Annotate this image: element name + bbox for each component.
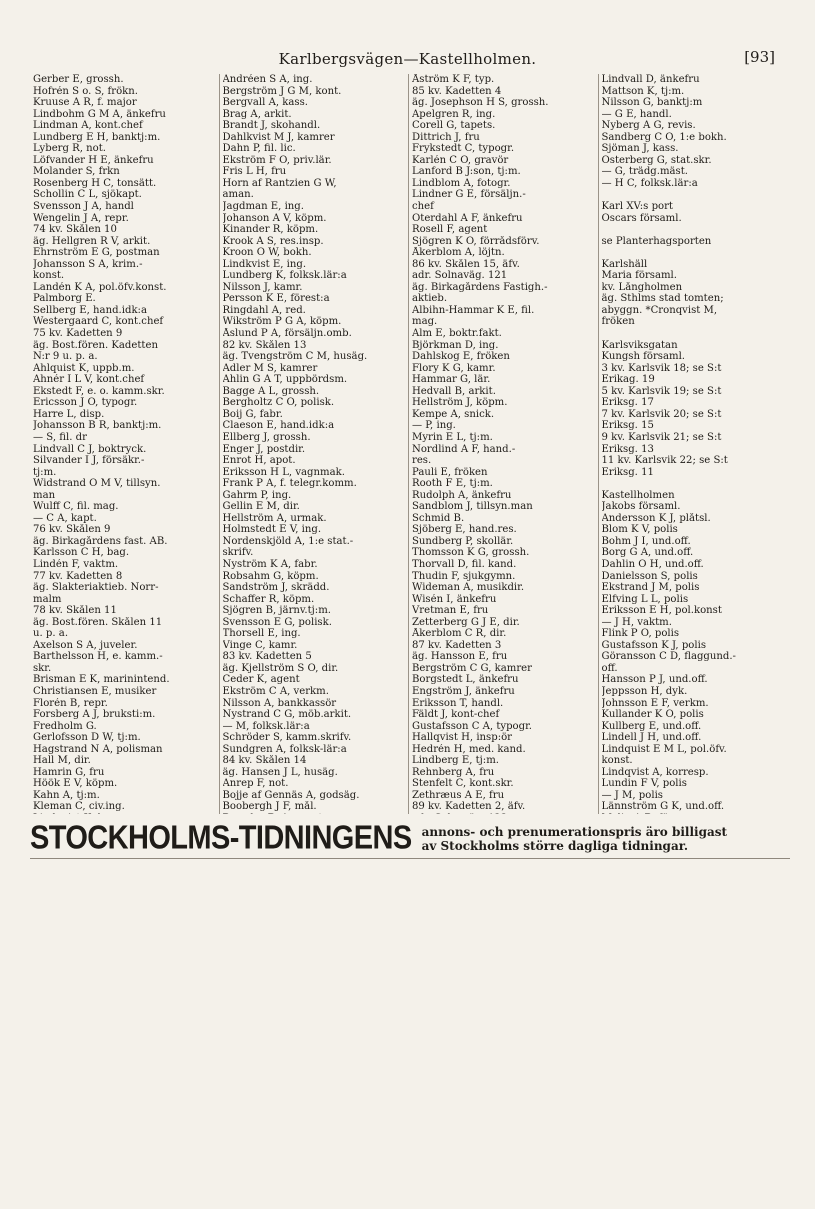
directory-entry: Harre L, disp. (33, 408, 105, 420)
directory-entry: Karlshäll (601, 258, 648, 270)
directory-entry: Mattson K, tj:m. (601, 85, 685, 97)
directory-entry: — P, ing. (412, 420, 456, 432)
directory-entry: skr. (33, 662, 52, 674)
directory-entry: Nordlind A F, hand.- (412, 443, 516, 455)
directory-entry: 7 kv. Karlsvik 20; se S:t (601, 408, 722, 420)
directory-entry: Bergvall A, kass. (222, 97, 308, 109)
directory-entry: Gellin E M, dir. (222, 501, 300, 513)
directory-entry: Åslund P A, försäljn.omb. (222, 328, 352, 340)
directory-entry: Vinge C, kamr. (222, 639, 298, 651)
directory-entry: adr. Solnaväg. 121 (412, 270, 508, 282)
directory-entry: Hagstrand N A, polisman (33, 743, 163, 755)
directory-entry: Lindman A, kont.chef (33, 120, 143, 132)
page-title: Karlbergsvägen—Kastellholmen. (278, 50, 537, 68)
directory-entry: Wideman A, musikdir. (412, 582, 525, 594)
directory-entry: Ahnér I L V, kont.chef (33, 374, 145, 386)
directory-entry: Thomsson K G, grossh. (412, 547, 530, 559)
directory-entry: Kroon O W, bokh. (222, 247, 312, 259)
directory-entry: Dahlkvist M J, kamrer (222, 131, 335, 143)
directory-entry: Hansson P J, und.off. (601, 674, 708, 686)
directory-entry: Ellberg J, grossh. (222, 431, 311, 443)
directory-entry (412, 813, 595, 814)
directory-entry: konst. (601, 755, 633, 767)
directory-entry: Lanford B J:son, tj:m. (412, 166, 521, 178)
directory-entry: Hedrén H, med. kand. (412, 743, 526, 755)
directory-entry: Pauli E, fröken (412, 466, 488, 478)
directory-entry: Lundberg E H, banktj:m. (33, 131, 161, 143)
directory-entry: Svensson E G, polisk. (222, 616, 332, 628)
directory-entry: äg. Birkagårdens fast. AB. (33, 535, 168, 547)
directory-entry: Kullander K O, polis (601, 709, 704, 721)
directory-entry: Eriksg. 17 (601, 397, 654, 409)
directory-entry: Brandt J, skohandl. (222, 120, 321, 132)
directory-entry: Kahn A, tj:m. (33, 789, 100, 801)
directory-entry: äg. Birkagårdens Fastigh.- (412, 281, 548, 293)
directory-entry: Borgstedt L, änkefru (412, 674, 519, 686)
directory-entry: tj:m. (33, 466, 57, 478)
directory-entry: Adler M S, kamrer (222, 362, 318, 374)
directory-entry: Lindvall D, änkefru (601, 74, 700, 85)
directory-entry: — C A, kapt. (33, 512, 97, 524)
directory-entry: — J H, vaktm. (601, 616, 672, 628)
directory-entry: Kinander R, köpm. (222, 224, 319, 236)
directory-entry: Zetterberg G J E, dir. (412, 616, 520, 628)
directory-entry: Rosell F, agent (412, 224, 488, 236)
directory-entry: Silvander I J, försäkr.- (33, 455, 145, 467)
directory-entry: Eriksson T, handl. (412, 697, 504, 709)
directory-entry: Gustafsson C A, typogr. (412, 720, 533, 732)
directory-entry: Rehnberg A, fru (412, 766, 495, 778)
directory-entry: Rudolph A, änkefru (412, 489, 512, 501)
directory-entry: Nyström K A, fabr. (222, 558, 318, 570)
directory-entry: Thorvall D, fil. kand. (412, 558, 517, 570)
directory-entry: Svensson J A, handl (33, 201, 134, 213)
directory-entry: Hammar G, lär. (412, 374, 491, 386)
directory-entry: Andersson K J, plåtsl. (601, 512, 711, 524)
directory-entry: Johansson B R, banktj:m. (33, 420, 162, 432)
directory-entry: Bergström J G M, kont. (222, 85, 342, 97)
directory-entry: Sjögren B, järnv.tj:m. (222, 605, 331, 617)
directory-entry: Dahn P, fil. lic. (222, 143, 296, 155)
directory-entry: Nilsson J, kamr. (222, 281, 303, 293)
directory-entry: Widstrand O M V, tillsyn. (33, 478, 161, 490)
directory-entry: Nystrand C G, möb.arkit. (222, 709, 352, 721)
directory-entry: Kempe A, snick. (412, 408, 495, 420)
directory-entry: Gustafsson K J, polis (601, 639, 706, 651)
directory-entry: Lundin F V, polis (601, 778, 687, 790)
directory-entry: Åström K F, typ. (412, 74, 495, 85)
directory-entry: äg. Bost.fören. Kadetten (33, 339, 158, 351)
directory-entry: Lyberg R, not. (33, 143, 107, 155)
directory-entry: Karl XV:s port (601, 201, 673, 213)
directory-entry: Flory K G, kamr. (412, 362, 496, 374)
directory-entry: 83 kv. Kadetten 5 (222, 651, 312, 663)
directory-entry: Jeppsson H, dyk. (601, 685, 688, 697)
directory-entry: — H C, folksk.lär:a (601, 177, 698, 189)
directory-entry: Schmid B. (412, 512, 465, 524)
directory-entry: Ekstedt F, e. o. kamm.skr. (33, 385, 165, 397)
directory-entry: Kastellholmen (601, 489, 675, 501)
directory-entry: Nordenskjöld A, 1:e stat.- (222, 535, 354, 547)
directory-entry: äg. Bost.fören. Skålen 11 (33, 616, 163, 628)
directory-entry: — G, trädg.mäst. (601, 166, 688, 178)
directory-entry: 87 kv. Kadetten 3 (412, 639, 502, 651)
directory-entry: 5 kv. Karlsvik 19; se S:t (601, 385, 722, 397)
directory-entry: Fris L H, fru (222, 166, 287, 178)
directory-entry: 74 kv. Skålen 10 (33, 224, 117, 236)
directory-entry: Lindell J H, und.off. (601, 732, 702, 744)
directory-entry: äg. Hansen J L, husäg. (222, 766, 338, 778)
directory-entry: Gerber E, grossh. (33, 74, 124, 85)
directory-entry: Sjöman J, kass. (601, 143, 679, 155)
directory-entry: Thudin F, sjukgymn. (412, 570, 516, 582)
column-3 (409, 74, 599, 814)
directory-entry: Landén K A, pol.öfv.konst. (33, 281, 167, 293)
directory-entry: 11 kv. Karlsvik 22; se S:t (601, 455, 728, 467)
slogan-line-1: annons- och prenumerationspris äro billigast (421, 824, 728, 839)
directory-entry: Lundberg K, folksk.lär:a (222, 270, 347, 282)
directory-entry: Karlén C O, gravör (412, 154, 509, 166)
directory-entry: aman. (222, 189, 254, 201)
directory-entry: Österberg G, stat.skr. (601, 154, 712, 166)
directory-entry: Hamrin G, fru (33, 766, 105, 778)
directory-entry: äg. Hansson E, fru (412, 651, 508, 663)
directory-entry: Schaffer R, köpm. (222, 593, 315, 605)
directory-entry: Ahlin G A T, uppbördsm. (222, 374, 348, 386)
directory-entry: Engström J, änkefru (412, 685, 515, 697)
directory-entry: Hellström J, köpm. (412, 397, 508, 409)
directory-entry: Lindquist E M L, pol.öfv. (601, 743, 727, 755)
directory-entry: Bergholtz C O, polisk. (222, 397, 335, 409)
directory-entry: Björkman D, ing. (412, 339, 499, 351)
directory-entry: Johnsson E F, verkm. (601, 697, 709, 709)
directory-entry: Dahlskog E, fröken (412, 351, 510, 363)
directory-entry: Hofrén S o. S, frökn. (33, 85, 138, 97)
directory-entry: Andréen S A, ing. (222, 74, 313, 85)
directory-entry: Bagge A L, grossh. (222, 385, 320, 397)
directory-entry: Frykstedt C, typogr. (412, 143, 515, 155)
directory-entry: 75 kv. Kadetten 9 (33, 328, 123, 340)
directory-entry: konst. (33, 270, 65, 282)
directory-entry: äg. Slakteriaktieb. Norr- (33, 582, 159, 594)
directory-entry: Barthelsson H, e. kamm.- (33, 651, 163, 663)
directory-entry: Wengelin J A, repr. (33, 212, 129, 224)
directory-entry: Nyberg A G, revis. (601, 120, 696, 132)
directory-entry: — M, folksk.lär:a (222, 720, 310, 732)
directory-entry (602, 813, 786, 814)
directory-entry: 76 kv. Skålen 9 (33, 524, 111, 536)
directory-entry: fröken (601, 316, 635, 328)
directory-entry: Sandblom J, tillsyn.man (412, 501, 533, 513)
directory-entry: Apelgren R, ing. (412, 108, 496, 120)
directory-entry (223, 813, 406, 814)
directory-entry: Sellberg E, hand.idk:a (33, 304, 147, 316)
directory-entry: Åkerblom A, löjtn. (412, 247, 505, 259)
directory-entry: äg. Kjellström S O, dir. (222, 662, 339, 674)
directory-entry: Forsberg A J, bruksti:m. (33, 709, 156, 721)
directory-entry (602, 478, 786, 490)
directory-entry: Gerlofsson D W, tj:m. (33, 732, 141, 744)
directory-entry: Sundgren A, folksk-lär:a (222, 743, 347, 755)
directory-entry: Kleman C, civ.ing. (33, 801, 125, 813)
directory-entry (602, 189, 786, 201)
directory-entry: Dittrich J, fru (412, 131, 480, 143)
bottom-rule (30, 858, 790, 859)
directory-entry: 3 kv. Karlsvik 18; se S:t (601, 362, 722, 374)
directory-entry: Frank P A, f. telegr.komm. (222, 478, 357, 490)
directory-entry: Sundberg P, skollär. (412, 535, 514, 547)
directory-entry: Ekstrand J M, polis (601, 582, 700, 594)
directory-entry: Anrep F, not. (222, 778, 289, 790)
directory-entry: Albihn-Hammar K E, fil. (412, 304, 535, 316)
directory-entry: Blom K V, polis (601, 524, 678, 536)
directory-entry: Göransson C D, flaggund.- (601, 651, 736, 663)
directory-entry: Åkerblom C R, dir. (412, 628, 507, 640)
directory-entry (33, 813, 216, 814)
directory-entry: abyggn. *Cronqvist M, (601, 304, 718, 316)
directory-entry: Oterdahl A F, änkefru (412, 212, 523, 224)
directory-entry: Fäldt J, kont-chef (412, 709, 500, 721)
directory-entry: man (33, 489, 56, 501)
directory-entry: Kullberg E, und.off. (601, 720, 702, 732)
directory-entry: Eriksg. 11 (601, 466, 654, 478)
directory-entry: Brisman E K, marinintend. (33, 674, 170, 686)
directory-entry: 82 kv. Skålen 13 (222, 339, 307, 351)
directory-entry: N:r 9 u. p. a. (33, 351, 98, 363)
column-2 (220, 74, 410, 814)
directory-entry: 78 kv. Skålen 11 (33, 605, 117, 617)
directory-entry: Jagdman E, ing. (222, 201, 304, 213)
directory-entry: Lindvall C J, boktryck. (33, 443, 147, 455)
directory-entry: kv. Långholmen (601, 281, 683, 293)
directory-entry: Boobergh J F, mål. (222, 801, 317, 813)
directory-entry: Hellström A, urmak. (222, 512, 327, 524)
directory-entry: Eriksg. 13 (601, 443, 654, 455)
directory-entry: Fredholm G. (33, 720, 97, 732)
directory-entry: Enrot H, apot. (222, 455, 296, 467)
directory-entry: äg. Sthlms stad tomten; (601, 293, 724, 305)
directory-entry: Sjöberg E, hand.res. (412, 524, 517, 536)
directory-entry: Molander S, frkn (33, 166, 120, 178)
directory-entry: malm (33, 593, 62, 605)
directory-entry: Krook A S, res.insp. (222, 235, 324, 247)
directory-entry: äg. Josephson H S, grossh. (412, 97, 549, 109)
directory-entry: 85 kv. Kadetten 4 (412, 85, 502, 97)
directory-entry: Nilsson G, banktj:m (601, 97, 703, 109)
directory-entry: Robsahm G, köpm. (222, 570, 319, 582)
directory-entry: Alm E, boktr.fakt. (412, 328, 502, 340)
directory-entry: Höök E V, köpm. (33, 778, 118, 790)
directory-entry: Florén B, repr. (33, 697, 108, 709)
directory-entry: Lännström G K, und.off. (601, 801, 725, 813)
directory-entry: Lindkvist E, ing. (222, 258, 307, 270)
directory-entry: mag. (412, 316, 438, 328)
directory-entry: Ceder K, agent (222, 674, 300, 686)
directory-entry: Rooth F E, tj:m. (412, 478, 493, 490)
directory-entry: aktieb. (412, 293, 448, 305)
directory-entry: — S, fil. dr (33, 431, 87, 443)
directory-entry: Eriksg. 15 (601, 420, 654, 432)
directory-entry: off. (601, 662, 618, 674)
directory-entry: Bergström C G, kamrer (412, 662, 532, 674)
directory-entry: Sjögren K O, förrådsförv. (412, 235, 540, 247)
directory-entry: Ekström F O, priv.lär. (222, 154, 332, 166)
directory-entry: Oscars församl. (601, 212, 682, 224)
directory-entry: Ericsson J O, typogr. (33, 397, 138, 409)
directory-entry: Myrin E L, tj:m. (412, 431, 493, 443)
directory-entry: Kruuse A R, f. major (33, 97, 137, 109)
directory-entry: Brag A, arkit. (222, 108, 292, 120)
directory-entry: skrifv. (222, 547, 254, 559)
directory-entry: Holmstedt E V, ing. (222, 524, 322, 536)
directory-entry: Boij G, fabr. (222, 408, 283, 420)
directory-entry: Thorsell E, ing. (222, 628, 301, 640)
directory-entry: Vretman E, fru (412, 605, 489, 617)
directory-entry: Zethræus A E, fru (412, 789, 505, 801)
directory-entry: chef (412, 201, 434, 213)
directory-columns (30, 74, 788, 814)
directory-entry: se Planterhagsporten (601, 235, 712, 247)
directory-entry: Wikström P G A, köpm. (222, 316, 342, 328)
directory-entry: Lindén F, vaktm. (33, 558, 119, 570)
directory-entry: Elfving L L, polis (601, 593, 689, 605)
directory-entry: Gahrm P, ing. (222, 489, 292, 501)
directory-entry: Axelson S A, juveler. (33, 639, 138, 651)
masthead-text: STOCKHOLMS-TIDNINGENS (30, 819, 412, 857)
directory-entry: 77 kv. Kadetten 8 (33, 570, 123, 582)
directory-entry: Sandberg C O, 1:e bokh. (601, 131, 727, 143)
directory-entry: Karlsviksgatan (601, 339, 678, 351)
slogan-line-2: av Stockholms större dagliga tidningar. (421, 838, 689, 853)
directory-entry: Flink P O, polis (601, 628, 680, 640)
directory-entry: Persson K E, förest:a (222, 293, 330, 305)
directory-entry: Rosenberg H C, tonsätt. (33, 177, 157, 189)
directory-entry: Maria församl. (601, 270, 677, 282)
directory-entry: Christiansen E, musiker (33, 685, 157, 697)
directory-entry: Ehrnström E G, postman (33, 247, 160, 259)
directory-entry: äg. Tvengström C M, husäg. (222, 351, 368, 363)
directory-entry: — G E, handl. (601, 108, 672, 120)
directory-entry: Hallqvist H, insp:ör (412, 732, 513, 744)
directory-entry: Ekström C A, verkm. (222, 685, 329, 697)
directory-entry: Lindbohm G M A, änkefru (33, 108, 166, 120)
directory-entry: Bohm J I, und.off. (601, 535, 691, 547)
directory-entry: Bojje af Gennäs A, godsäg. (222, 789, 360, 801)
directory-entry: Wulff C, fil. mag. (33, 501, 119, 513)
directory-entry: Eriksson E H, pol.konst (601, 605, 722, 617)
page-number: [93] (744, 48, 775, 66)
directory-entry: Johansson S A, krim.- (33, 258, 143, 270)
directory-entry (602, 224, 786, 236)
directory-entry: Hall M, dir. (33, 755, 91, 767)
directory-entry: Lindblom A, fotogr. (412, 177, 511, 189)
directory-entry: Schollin C L, sjökapt. (33, 189, 142, 201)
directory-entry: Ringdahl A, red. (222, 304, 306, 316)
directory-entry: Karlsson C H, bag. (33, 547, 130, 559)
column-4 (599, 74, 789, 814)
directory-entry: u. p. a. (33, 628, 69, 640)
directory-entry: Corell G, tapets. (412, 120, 496, 132)
directory-entry: Palmborg E. (33, 293, 96, 305)
directory-entry: 86 kv. Skålen 15, äfv. (412, 258, 520, 270)
advertisement-banner (30, 819, 790, 857)
directory-entry (602, 247, 786, 259)
directory-entry: Lindberg E, tj:m. (412, 755, 499, 767)
directory-entry: Danielsson S, polis (601, 570, 698, 582)
directory-entry: Wisén I, änkefru (412, 593, 497, 605)
directory-entry: Claeson E, hand.idk:a (222, 420, 335, 432)
directory-entry: Westergaard C, kont.chef (33, 316, 164, 328)
directory-entry: Schröder S, kamm.skrifv. (222, 732, 352, 744)
directory-entry: 84 kv. Skålen 14 (222, 755, 307, 767)
directory-entry: Kungsh församl. (601, 351, 686, 363)
directory-entry: 9 kv. Karlsvik 21; se S:t (601, 431, 722, 443)
directory-entry: Sandström J, skrädd. (222, 582, 330, 594)
directory-entry: — J M, polis (601, 789, 663, 801)
directory-entry: Nilsson A, bankkassör (222, 697, 337, 709)
directory-entry: Hedvall B, arkit. (412, 385, 496, 397)
directory-entry: 89 kv. Kadetten 2, äfv. (412, 801, 526, 813)
directory-entry: Johanson A V, köpm. (222, 212, 327, 224)
directory-entry: Erikag. 19 (601, 374, 655, 386)
directory-entry: Borg G A, und.off. (601, 547, 694, 559)
directory-entry: res. (412, 455, 432, 467)
directory-entry: Stenfelt C, kont.skr. (412, 778, 514, 790)
directory-entry: Löfvander H E, änkefru (33, 154, 154, 166)
directory-entry: Lindqvist A, korresp. (601, 766, 709, 778)
directory-entry: Eriksson H L, vagnmak. (222, 466, 345, 478)
directory-entry: Lindner G E, försäljn.- (412, 189, 526, 201)
directory-entry: Horn af Rantzien G W, (222, 177, 337, 189)
directory-entry: äg. Hellgren R V, arkit. (33, 235, 151, 247)
directory-entry: Jakobs församl. (601, 501, 681, 513)
slogan (422, 825, 727, 853)
directory-entry (602, 328, 786, 340)
directory-entry: Dahlin O H, und.off. (601, 558, 704, 570)
directory-entry: Ahlquist K, uppb.m. (33, 362, 135, 374)
directory-entry: Enger J, postdir. (222, 443, 306, 455)
column-1 (30, 74, 220, 814)
